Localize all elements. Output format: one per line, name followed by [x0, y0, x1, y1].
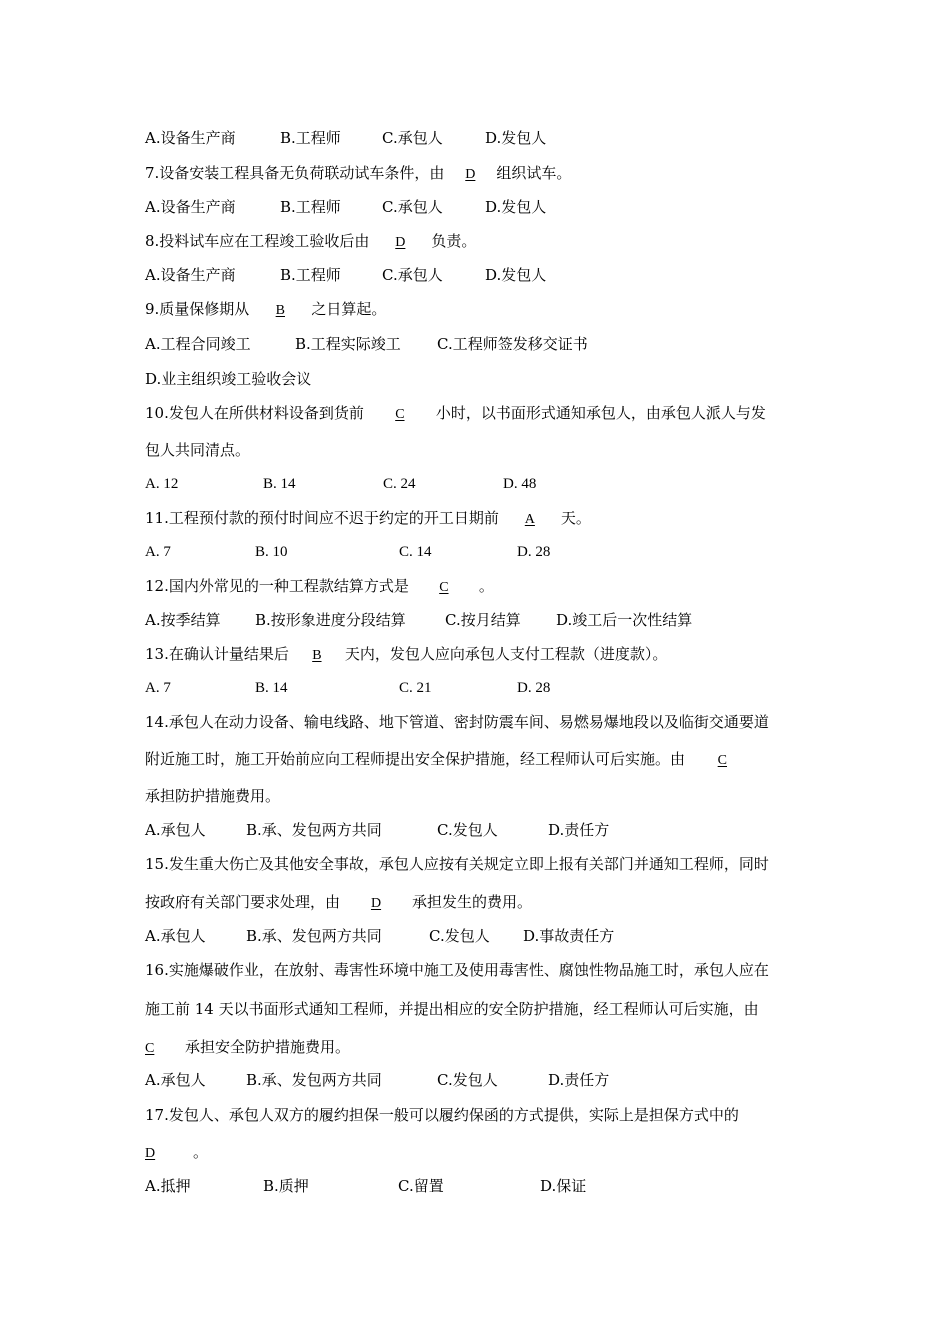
q10-option-b: B. 14: [263, 476, 296, 492]
q16-option-d: D.责任方: [548, 1071, 610, 1089]
q10-option-c: C. 24: [383, 476, 416, 492]
q12-option-b: B.按形象进度分段结算: [255, 611, 406, 629]
q8-option-b: B.工程师: [280, 266, 341, 284]
q7-stem: 7.设备安装工程具备无负荷联动试车条件，由 D 组织试车。: [145, 163, 571, 183]
q11-option-b: B. 10: [255, 544, 288, 560]
q16-stem-line2: 施工前 14 天以书面形式通知工程师，并提出相应的安全防护措施，经工程师认可后实施，由: [145, 1000, 759, 1018]
q17-stem-line2: D 。: [145, 1142, 208, 1162]
q14-stem-line3: 承担防护措施费用。: [145, 787, 281, 805]
q8-option-a: A.设备生产商: [145, 266, 236, 284]
q10-option-d: D. 48: [503, 476, 537, 492]
q6-option-d: D.发包人: [485, 129, 547, 147]
q9-stem: 9.质量保修期从 B 之日算起。: [145, 299, 386, 319]
q6-option-b: B.工程师: [280, 129, 341, 147]
q8-options: [145, 265, 810, 285]
q14-option-a: A.承包人: [145, 821, 206, 839]
q14-answer: C: [717, 753, 728, 768]
q16-option-c: C.发包人: [437, 1071, 498, 1089]
q14-stem-line1: 14.承包人在动力设备、输电线路、地下管道、密封防震车间、易燃易爆地段以及临街交通要道: [145, 713, 769, 731]
q13-option-c: C. 21: [399, 680, 432, 696]
q13-answer: B: [312, 648, 322, 663]
q9-option-b: B.工程实际竣工: [295, 335, 401, 353]
q14-option-b: B.承、发包两方共同: [246, 821, 382, 839]
q7-option-a: A.设备生产商: [145, 198, 236, 216]
q15-answer: D: [370, 896, 382, 911]
q16-stem-line3: C 承担安全防护措施费用。: [145, 1037, 350, 1057]
q12-options: [145, 610, 810, 630]
q13-option-d: D. 28: [517, 680, 551, 696]
q13-option-b: B. 14: [255, 680, 288, 696]
q11-stem: 11.工程预付款的预付时间应不迟于约定的开工日期前 A 天。: [145, 508, 591, 528]
q7-answer: D: [465, 167, 476, 182]
q16-answer: C: [145, 1041, 155, 1056]
q11-options: [145, 542, 810, 562]
q17-option-d: D.保证: [540, 1177, 587, 1195]
q12-answer: C: [439, 580, 449, 595]
q9-option-a: A.工程合同竣工: [145, 335, 251, 353]
q11-answer: A: [524, 512, 535, 527]
q15-option-d: D.事故责任方: [523, 927, 615, 945]
q11-option-d: D. 28: [517, 544, 551, 560]
q8-option-c: C.承包人: [382, 266, 443, 284]
q17-stem-line1: 17.发包人、承包人双方的履约担保一般可以履约保函的方式提供，实际上是担保方式中的: [145, 1106, 739, 1124]
q16-option-a: A.承包人: [145, 1071, 206, 1089]
q8-stem: 8.投料试车应在工程竣工验收后由 D 负责。: [145, 231, 476, 251]
q14-options: [145, 820, 810, 840]
q8-answer: D: [395, 235, 406, 250]
q14-option-c: C.发包人: [437, 821, 498, 839]
q16-option-b: B.承、发包两方共同: [246, 1071, 382, 1089]
q15-option-a: A.承包人: [145, 927, 206, 945]
q6-options: [145, 128, 810, 148]
q6-option-a: A.设备生产商: [145, 129, 236, 147]
q16-options: [145, 1070, 810, 1090]
q12-option-d: D.竣工后一次性结算: [556, 611, 693, 629]
q7-option-b: B.工程师: [280, 198, 341, 216]
q9-option-c: C.工程师签发移交证书: [437, 335, 588, 353]
q7-option-c: C.承包人: [382, 198, 443, 216]
q13-stem: 13.在确认计量结果后 B 天内，发包人应向承包人支付工程款（进度款）。: [145, 644, 667, 664]
q9-answer: B: [275, 303, 285, 318]
q15-option-c: C.发包人: [429, 927, 490, 945]
q9-options-row2: [145, 369, 810, 389]
q8-option-d: D.发包人: [485, 266, 547, 284]
q17-answer: D: [145, 1146, 156, 1161]
q9-options: [145, 334, 810, 354]
q10-answer: C: [395, 407, 405, 422]
q15-options: [145, 926, 810, 946]
q7-option-d: D.发包人: [485, 198, 547, 216]
q14-option-d: D.责任方: [548, 821, 610, 839]
q17-option-b: B.质押: [263, 1177, 309, 1195]
q12-stem: 12.国内外常见的一种工程款结算方式是 C 。: [145, 576, 494, 596]
q11-option-c: C. 14: [399, 544, 432, 560]
q15-stem-line1: 15.发生重大伤亡及其他安全事故，承包人应按有关规定立即上报有关部门并通知工程师，同时: [145, 855, 769, 873]
q17-option-a: A.抵押: [145, 1177, 191, 1195]
q17-option-c: C.留置: [398, 1177, 444, 1195]
q7-options: [145, 197, 810, 217]
q15-option-b: B.承、发包两方共同: [246, 927, 382, 945]
q10-stem: 10.发包人在所供材料设备到货前 C 小时，以书面形式通知承包人，由承包人派人与发: [145, 403, 766, 423]
q10-stem-line2: 包人共同清点。: [145, 441, 251, 459]
q16-stem-line1: 16.实施爆破作业，在放射、毒害性环境中施工及使用毒害性、腐蚀性物品施工时，承包人应在: [145, 961, 769, 979]
q14-stem-line2: 附近施工时，施工开始前应向工程师提出安全保护措施，经工程师认可后实施。由 C: [145, 749, 727, 769]
q12-option-a: A.按季结算: [145, 611, 221, 629]
q6-option-c: C.承包人: [382, 129, 443, 147]
q9-option-d: D.业主组织竣工验收会议: [145, 370, 312, 388]
q17-options: [145, 1176, 810, 1196]
q12-option-c: C.按月结算: [445, 611, 521, 629]
q10-option-a: A. 12: [145, 476, 179, 492]
q13-option-a: A. 7: [145, 680, 171, 696]
q15-stem-line2: 按政府有关部门要求处理，由 D 承担发生的费用。: [145, 892, 532, 912]
q11-option-a: A. 7: [145, 544, 171, 560]
q13-options: [145, 678, 810, 698]
q10-options: [145, 474, 810, 494]
